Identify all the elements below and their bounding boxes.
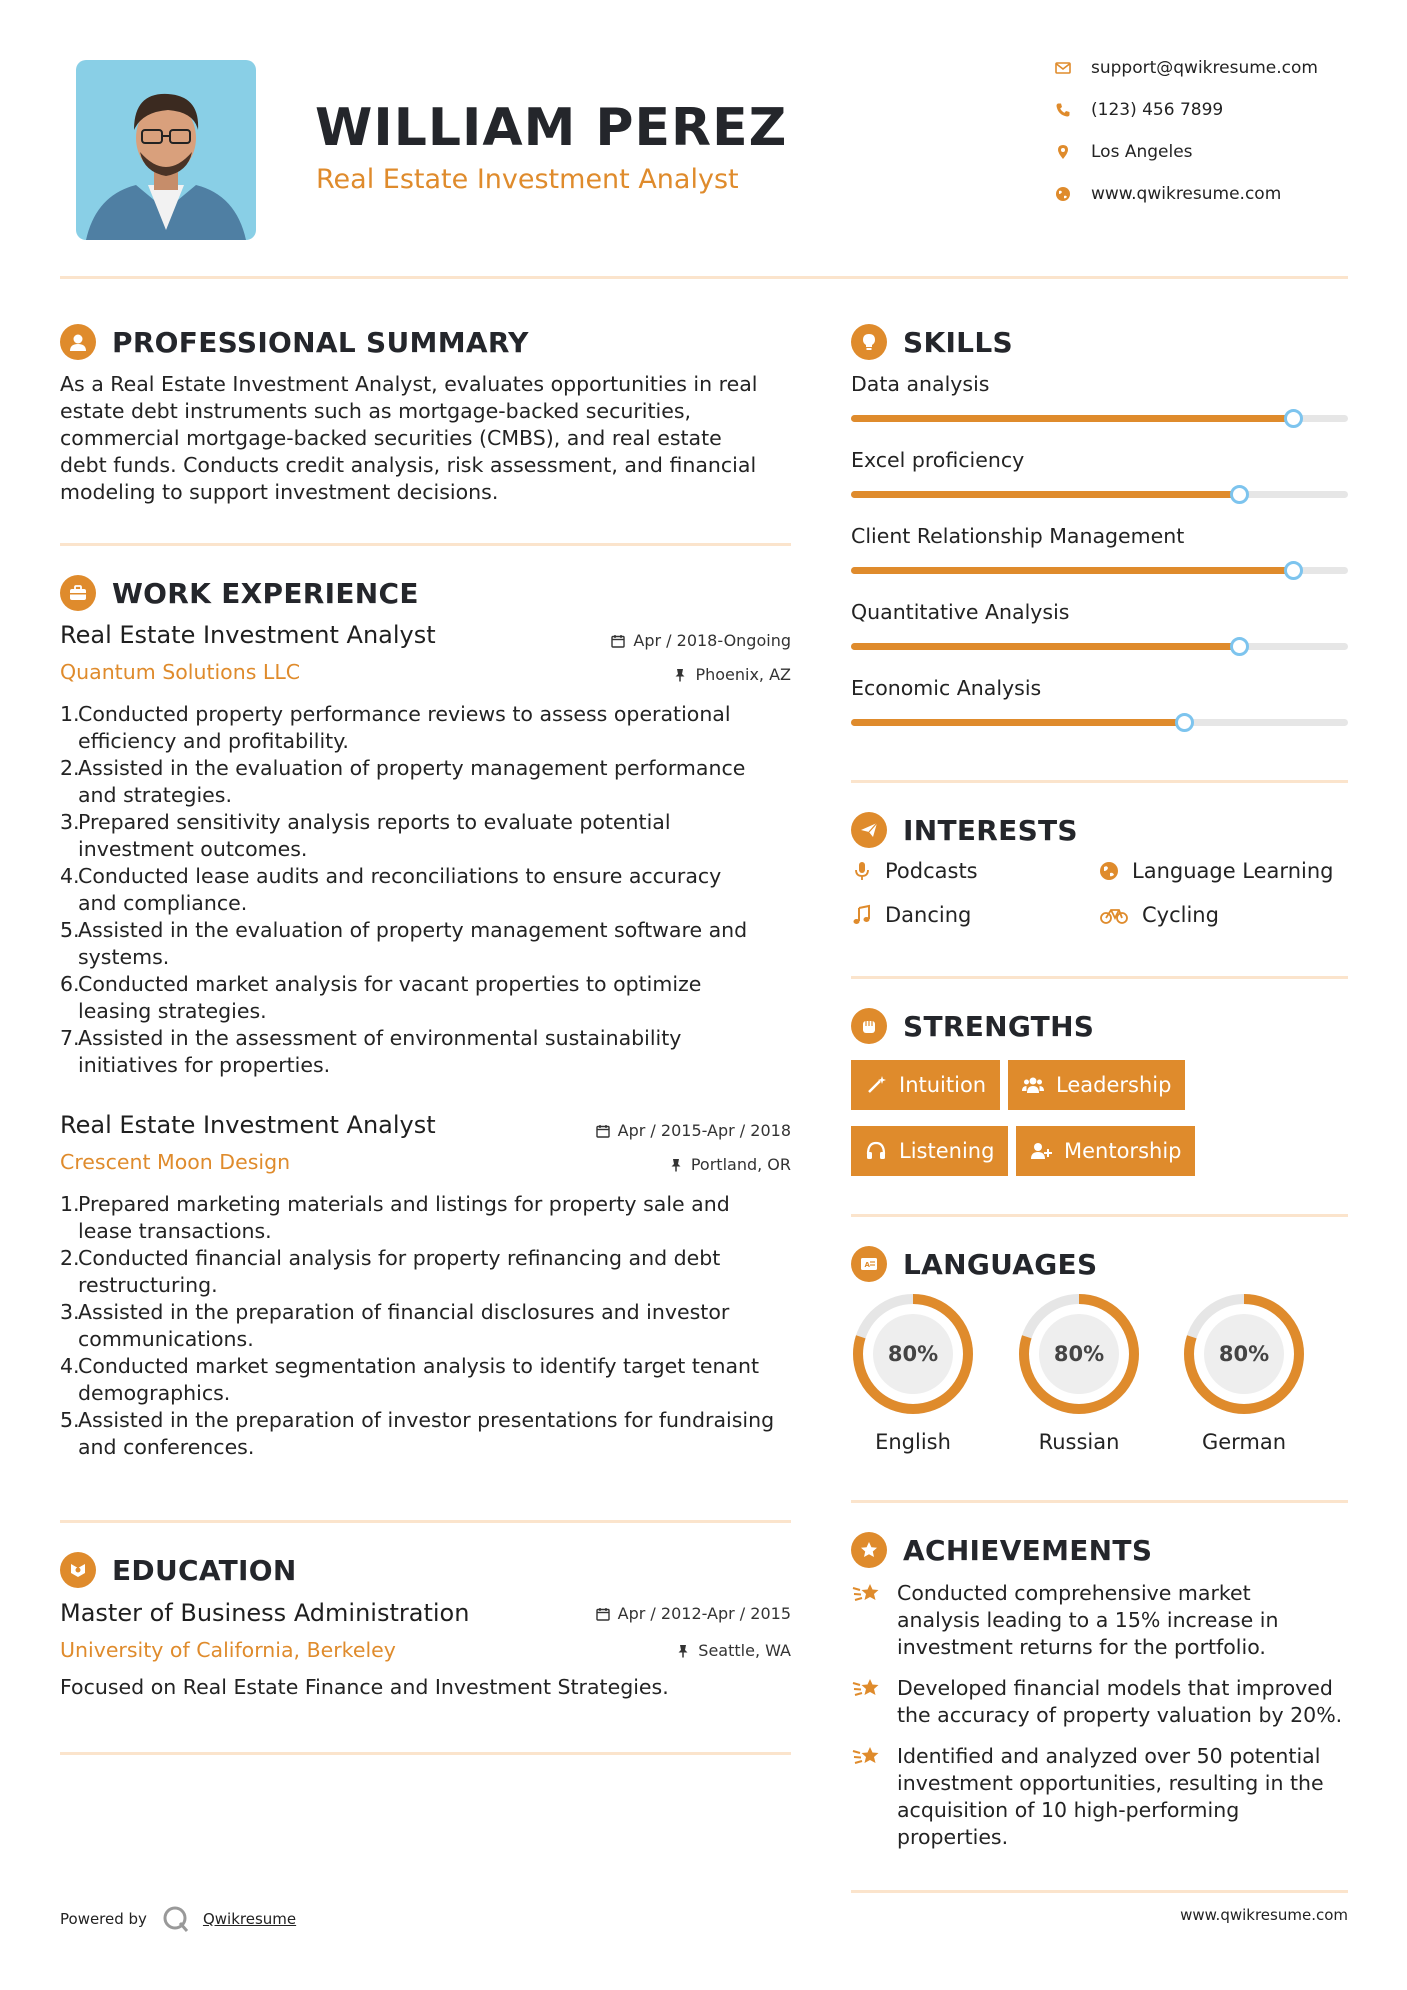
strength-badge xyxy=(1016,1126,1195,1176)
contact-location-text: Los Angeles xyxy=(1091,142,1193,162)
achievement-line: investment opportunities, resulting in the xyxy=(897,1771,1324,1795)
interests-heading xyxy=(851,812,1078,848)
duty-item: 1. Conducted property performance reviews to assess operational efficiency and profitability. xyxy=(60,702,731,753)
skill-bar xyxy=(851,719,1348,726)
music-note-icon xyxy=(851,904,873,926)
phone-icon xyxy=(1055,102,1071,118)
language-ring xyxy=(1182,1292,1306,1416)
achievement-item xyxy=(851,1675,1351,1729)
contact-email[interactable] xyxy=(1055,58,1355,78)
duty-item: 1. Prepared marketing materials and listings for property sale and lease transactions. xyxy=(60,1192,730,1243)
interest-item xyxy=(1098,859,1333,883)
skills-divider xyxy=(851,780,1348,783)
skill-label: Excel proficiency xyxy=(851,448,1025,472)
paper-plane-icon xyxy=(851,812,887,848)
interests-divider xyxy=(851,976,1348,979)
duty-item: 4. Conducted market segmentation analysis to identify target tenant demographics. xyxy=(60,1354,760,1405)
footer-powered xyxy=(60,1904,296,1934)
strength-badge xyxy=(851,1126,1008,1176)
user-plus-icon xyxy=(1030,1140,1052,1162)
summary-line: debt funds. Conducts credit analysis, risk assessment, and financial xyxy=(60,453,757,477)
user-icon xyxy=(60,324,96,360)
job-location-text: Phoenix, AZ xyxy=(695,665,791,684)
candidate-name: WILLIAM PEREZ xyxy=(315,98,788,158)
summary-line: As a Real Estate Investment Analyst, evaluates opportunities in real xyxy=(60,372,758,396)
achievement-line: Identified and analyzed over 50 potential xyxy=(897,1744,1321,1768)
interest-item xyxy=(851,903,971,927)
contact-email-text: support@qwikresume.com xyxy=(1091,58,1318,78)
achievement-line: Conducted comprehensive market xyxy=(897,1581,1251,1605)
skills-heading xyxy=(851,324,1013,360)
candidate-title: Real Estate Investment Analyst xyxy=(316,164,739,195)
languages-title: LANGUAGES xyxy=(903,1247,1098,1281)
job-title: Real Estate Investment Analyst xyxy=(60,1111,436,1139)
header-divider xyxy=(60,276,1348,279)
microphone-icon xyxy=(851,860,873,882)
achievement-line: properties. xyxy=(897,1825,1009,1849)
summary-line: modeling to support investment decisions. xyxy=(60,480,499,504)
summary-line: estate debt instruments such as mortgage-backed securities, xyxy=(60,399,692,423)
experience-title: WORK EXPERIENCE xyxy=(112,576,419,610)
strength-badge xyxy=(1008,1060,1185,1110)
skill-bar xyxy=(851,491,1348,498)
skill-bar-fill xyxy=(851,719,1184,726)
interest-item xyxy=(1098,903,1219,927)
achievement-item xyxy=(851,1580,1351,1661)
users-icon xyxy=(1022,1074,1044,1096)
briefcase-icon xyxy=(60,575,96,611)
job-location xyxy=(491,1155,791,1174)
achievement-line: investment returns for the portfolio. xyxy=(897,1635,1266,1659)
pushpin-icon xyxy=(669,1158,683,1172)
education-note: Focused on Real Estate Finance and Investment Strategies. xyxy=(60,1675,669,1699)
strengths-heading xyxy=(851,1008,1094,1044)
summary-divider xyxy=(60,543,791,546)
duty-item: 7. Assisted in the assessment of environmental sustainability initiatives for properties. xyxy=(60,1026,682,1077)
job-location xyxy=(491,665,791,684)
powered-by-text: Powered by xyxy=(60,1910,147,1928)
contact-website-text: www.qwikresume.com xyxy=(1091,184,1282,204)
strengths-divider xyxy=(851,1214,1348,1217)
strength-badge xyxy=(851,1060,1000,1110)
strength-label: Mentorship xyxy=(1064,1139,1182,1163)
duty-item: 3. Prepared sensitivity analysis reports to evaluate potential investment outcomes. xyxy=(60,810,671,861)
duty-item: 5. Assisted in the evaluation of property management software and systems. xyxy=(60,918,748,969)
pushpin-icon xyxy=(673,668,687,682)
graduation-icon xyxy=(60,1552,96,1588)
svg-text:A: A xyxy=(864,1261,870,1269)
skill-label: Economic Analysis xyxy=(851,676,1042,700)
contact-phone[interactable] xyxy=(1055,100,1355,120)
skill-bar-fill xyxy=(851,415,1293,422)
footer-website[interactable]: www.qwikresume.com xyxy=(1180,1906,1348,1924)
language-name: German xyxy=(1201,1430,1287,1454)
duty-item: 2. Conducted financial analysis for property refinancing and debt restructuring. xyxy=(60,1246,721,1297)
duty-item: 6. Conducted market analysis for vacant properties to optimize leasing strategies. xyxy=(60,972,702,1023)
achievement-line: Developed financial models that improved xyxy=(897,1676,1333,1700)
job-dates-text: Apr / 2015-Apr / 2018 xyxy=(617,1121,791,1140)
job-duties xyxy=(60,1191,792,1461)
brand-link[interactable]: Qwikresume xyxy=(202,1910,297,1928)
summary-title: PROFESSIONAL SUMMARY xyxy=(112,325,529,359)
strength-label: Intuition xyxy=(899,1073,987,1097)
language-percent: 80% xyxy=(1053,1342,1105,1366)
calendar-icon xyxy=(611,634,625,648)
language-name: English xyxy=(875,1430,951,1454)
skill-bar xyxy=(851,567,1348,574)
language-item xyxy=(1182,1292,1306,1454)
globe-icon xyxy=(1055,186,1071,202)
calendar-icon xyxy=(596,1124,610,1138)
duty-item: 4. Conducted lease audits and reconciliations to ensure accuracy and compliance. xyxy=(60,864,722,915)
experience-heading xyxy=(60,575,419,611)
skill-bar xyxy=(851,415,1348,422)
calendar-icon xyxy=(596,1607,610,1621)
shooting-star-icon xyxy=(851,1741,883,1773)
interest-label: Podcasts xyxy=(885,859,978,883)
achievements-divider xyxy=(851,1890,1348,1893)
job-title: Real Estate Investment Analyst xyxy=(60,621,436,649)
map-pin-icon xyxy=(1055,144,1071,160)
strength-label: Leadership xyxy=(1056,1073,1172,1097)
skill-bar-knob xyxy=(1284,409,1303,428)
fist-icon xyxy=(851,1008,887,1044)
skill-label: Data analysis xyxy=(851,372,990,396)
education-title: EDUCATION xyxy=(112,1553,297,1587)
skill-label: Client Relationship Management xyxy=(851,524,1185,548)
strength-label: Listening xyxy=(899,1139,995,1163)
education-location-text: Seattle, WA xyxy=(698,1641,791,1660)
strengths-title: STRENGTHS xyxy=(903,1009,1095,1043)
achievement-line: the accuracy of property valuation by 20%. xyxy=(897,1703,1343,1727)
summary-text xyxy=(60,371,790,506)
envelope-icon xyxy=(1055,60,1071,76)
achievement-item xyxy=(851,1743,1351,1851)
skill-bar-knob xyxy=(1284,561,1303,580)
education-heading xyxy=(60,1552,297,1588)
globe-icon xyxy=(1098,860,1120,882)
qwikresume-logo-icon xyxy=(161,1904,191,1934)
magic-wand-icon xyxy=(865,1074,887,1096)
language-ring xyxy=(1017,1292,1141,1416)
interests-title: INTERESTS xyxy=(903,813,1078,847)
job-dates xyxy=(491,1121,791,1140)
job-location-text: Portland, OR xyxy=(690,1155,791,1174)
job-dates xyxy=(491,631,791,650)
summary-heading xyxy=(60,324,529,360)
language-percent: 80% xyxy=(1218,1342,1270,1366)
interest-label: Language Learning xyxy=(1132,859,1334,883)
interest-item xyxy=(851,859,978,883)
skill-bar xyxy=(851,643,1348,650)
duty-item: 3. Assisted in the preparation of financial disclosures and investor communications. xyxy=(60,1300,730,1351)
language-percent: 80% xyxy=(887,1342,939,1366)
skill-label: Quantitative Analysis xyxy=(851,600,1070,624)
summary-line: commercial mortgage-backed securities (CMBS), and real estate xyxy=(60,426,722,450)
degree-title: Master of Business Administration xyxy=(60,1599,470,1627)
school-name: University of California, Berkeley xyxy=(60,1638,396,1662)
skills-title: SKILLS xyxy=(903,325,1013,359)
headphones-icon xyxy=(865,1140,887,1162)
education-divider xyxy=(60,1752,791,1755)
language-item xyxy=(1017,1292,1141,1454)
contact-website[interactable] xyxy=(1055,184,1355,204)
achievements-heading xyxy=(851,1532,1152,1568)
education-location xyxy=(491,1641,791,1660)
education-dates-text: Apr / 2012-Apr / 2015 xyxy=(617,1604,791,1623)
duty-item: 2. Assisted in the evaluation of property management performance and strategies. xyxy=(60,756,746,807)
star-badge-icon xyxy=(851,1532,887,1568)
shooting-star-icon xyxy=(851,1578,883,1610)
skill-bar-fill xyxy=(851,643,1239,650)
bicycle-icon xyxy=(1098,904,1130,926)
languages-divider xyxy=(851,1500,1348,1503)
shooting-star-icon xyxy=(851,1673,883,1705)
skill-bar-fill xyxy=(851,491,1239,498)
job-dates-text: Apr / 2018-Ongoing xyxy=(633,631,791,650)
skill-bar-fill xyxy=(851,567,1293,574)
job-company: Crescent Moon Design xyxy=(60,1150,291,1174)
achievement-line: acquisition of 10 high-performing xyxy=(897,1798,1240,1822)
interest-label: Dancing xyxy=(885,903,972,927)
achievement-line: analysis leading to a 15% increase in xyxy=(897,1608,1279,1632)
pushpin-icon xyxy=(676,1644,690,1658)
job-duties xyxy=(60,701,792,1079)
experience-divider xyxy=(60,1520,791,1523)
language-ring xyxy=(851,1292,975,1416)
languages-heading xyxy=(851,1246,1097,1282)
education-dates xyxy=(491,1604,791,1623)
interest-label: Cycling xyxy=(1142,903,1219,927)
achievements-title: ACHIEVEMENTS xyxy=(903,1533,1153,1567)
job-company: Quantum Solutions LLC xyxy=(60,660,301,684)
lightbulb-icon xyxy=(851,324,887,360)
duty-item: 5. Assisted in the preparation of investor presentations for fundraising and conferences. xyxy=(60,1408,775,1459)
language-item xyxy=(851,1292,975,1454)
skill-bar-knob xyxy=(1230,485,1249,504)
contact-phone-text: (123) 456 7899 xyxy=(1091,100,1224,120)
language-card-icon xyxy=(851,1246,887,1282)
language-name: Russian xyxy=(1038,1430,1120,1454)
skill-bar-knob xyxy=(1230,637,1249,656)
skill-bar-knob xyxy=(1175,713,1194,732)
profile-photo xyxy=(76,60,256,240)
contact-location xyxy=(1055,142,1355,162)
